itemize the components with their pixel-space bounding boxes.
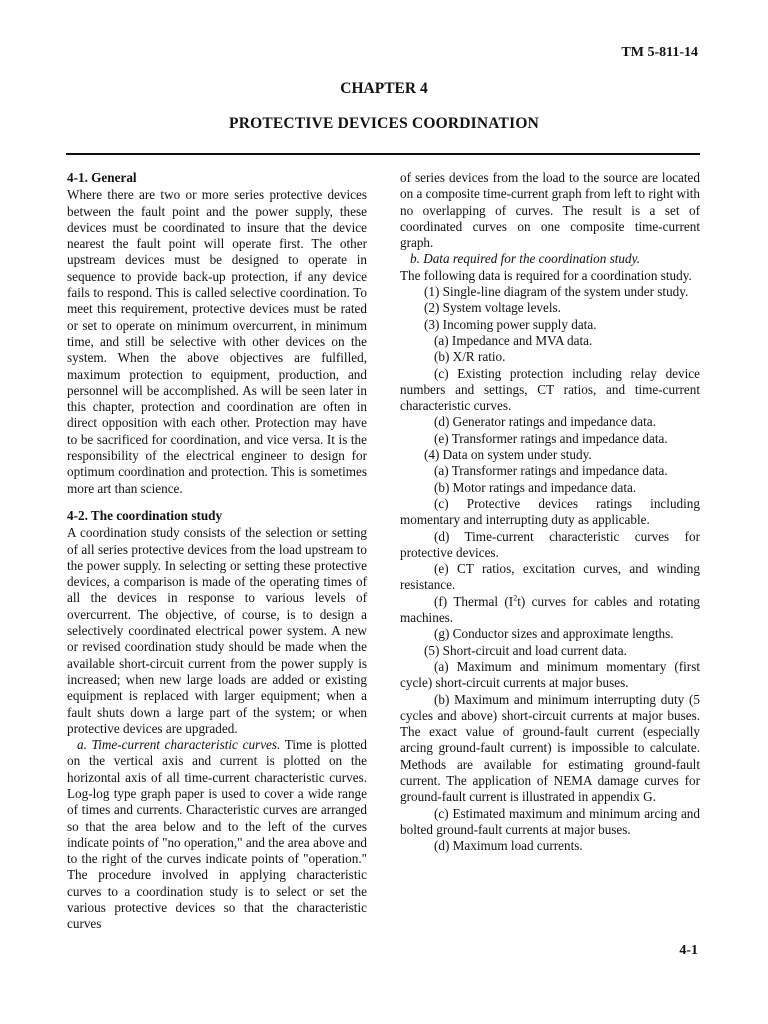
list-item-5b: (b) Maximum and minimum interrupting duty (5 cycles and above) short-circuit currents at major buses. The exact value of ground-fault current (especially arcing ground-fault current) is impossible to calculate. Methods are available for estimating ground-fault current. The application of NEMA damage curves for ground-fault current is illustrated in appendix G. [400, 691, 700, 805]
continued-paragraph: of series devices from the load to the source are located on a composite time-current graph from left to right with no overlapping of curves. The result is a set of coordinated curves on one composite time-current graph. [400, 170, 700, 251]
paragraph-a [67, 737, 367, 933]
superscript: 2 [513, 593, 518, 603]
list-item-4e: (e) CT ratios, excitation curves, and winding resistance. [400, 561, 700, 593]
list-item-4b: (b) Motor ratings and impedance data. [434, 479, 637, 495]
list-item-3: (3) Incoming power supply data. [424, 316, 597, 332]
list-item-3d: (d) Generator ratings and impedance data. [434, 414, 656, 430]
list-item-3e: (e) Transformer ratings and impedance data. [434, 430, 668, 446]
section-4-1-body: Where there are two or more series protective devices between the fault point and the power supply, these devices must be coordinated to insure that the device nearest the fault point will operate first. The other upstream devices must be designed to operate in sequence to provide back-up protection, if any device fails to respond. This is called selective coordination. To meet this requirement, protective devices must be rated or set to operate on minimum overcurrent, in minimum time, and still be selective with other devices on the system. When the above objectives are fulfilled, maximum protection to equipment, production, and personnel will be accomplished. As will be seen later in this chapter, protection and coordination are often in direct opposition with each other. Protection may have to be sacrificed for coordination, and vice versa. It is the responsibility of the electrical engineer to design for optimum coordination and protection. This is sometimes more art than science. [67, 187, 367, 496]
list-item-4d: (d) Time-current characteristic curves for protective devices. [400, 528, 700, 560]
list-item-4a: (a) Transformer ratings and impedance data. [434, 463, 668, 479]
chapter-title: PROTECTIVE DEVICES COORDINATION [229, 115, 539, 132]
list-item-5a: (a) Maximum and minimum momentary (first cycle) short-circuit currents at major buses. [400, 658, 700, 691]
paragraph-b-body: The following data is required for a coordination study. [400, 267, 692, 283]
list-item-4g: (g) Conductor sizes and approximate lengths. [434, 626, 674, 642]
list-item-3a: (a) Impedance and MVA data. [434, 332, 593, 348]
paragraph-a-label: a. Time-current characteristic curves. [77, 737, 281, 753]
right-column [400, 170, 700, 854]
list-item-3b: (b) X/R ratio. [434, 349, 506, 365]
list-item-3c: (c) Existing protection including relay device numbers and settings, CT ratios, and time-current characteristic curves. [400, 365, 700, 414]
list-item-5d: (d) Maximum load currents. [434, 838, 583, 854]
paragraph-a-body: Time is plotted on the vertical axis and current is plotted on the horizontal axis of all time-current characteristic curves. Log-log type graph paper is used to cover a wide range of times and currents. Characteristic curves are arranged so that the area below and to the left of the curves indicate points of "no operation," and the area above and to the right of the curves indicate points of "operation." The procedure involved in applying characteristic curves to a coordination study is to select or set the various protective devices so that the characteristic curves [67, 737, 367, 932]
list-item-5: (5) Short-circuit and load current data. [424, 642, 627, 658]
chapter-heading: CHAPTER 4 [340, 80, 428, 97]
paragraph-b-label: b. Data required for the coordination study. [410, 251, 641, 267]
section-4-2-heading: 4-2. The coordination study [67, 507, 223, 523]
section-4-2-body: A coordination study consists of the selection or setting of all series protective devices from the load upstream to the power supply. In selecting or setting these protective devices, a comparison is made of the operating times of all the devices in response to various levels of overcurrent. The objective, of course, is to design a selectively coordinated electrical power system. A new or revised coordination study should be made when the available short-circuit current from the power supply is increased; when new large loads are added or existing equipment is replaced with larger equipment; when a fault shuts down a large part of the system; or when protective devices are upgraded. [67, 525, 367, 736]
title-rule [66, 153, 700, 155]
list-item-4f-post: t) curves for cables and rotating machines. [400, 593, 701, 626]
list-item-4f-pre: (f) Thermal (I [434, 593, 514, 609]
document-id: TM 5-811-14 [621, 45, 698, 60]
list-item-1: (1) Single-line diagram of the system under study. [424, 284, 689, 300]
page-number: 4-1 [679, 943, 698, 958]
list-item-4: (4) Data on system under study. [424, 447, 592, 463]
list-item-4c: (c) Protective devices ratings including momentary and interrupting duty as applicable. [400, 495, 700, 528]
list-item-5c: (c) Estimated maximum and minimum arcing and bolted ground-fault currents at major buses. [400, 805, 700, 837]
list-item-2: (2) System voltage levels. [424, 300, 561, 316]
section-4-1-heading: 4-1. General [67, 170, 137, 185]
left-column [67, 170, 367, 933]
list-item-4f [400, 594, 700, 627]
